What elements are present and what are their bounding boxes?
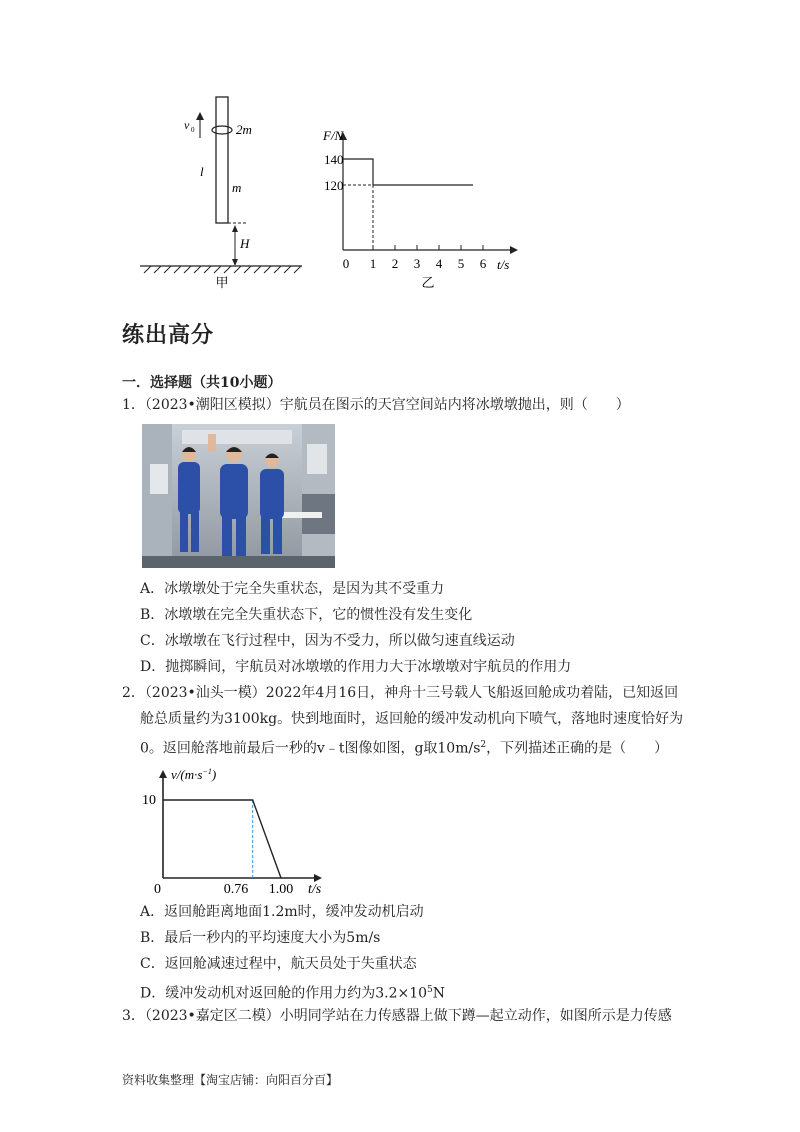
ring xyxy=(212,126,232,134)
q1-option-c: C．冰墩墩在飞行过程中，因为不受力，所以做匀速直线运动 xyxy=(140,633,515,649)
y-tick-120: 120 xyxy=(324,178,344,193)
force-line-segment-1 xyxy=(343,159,373,185)
arrow-up-icon xyxy=(196,112,204,120)
figure-jia-caption: 甲 xyxy=(215,275,229,290)
mass-top-label: 2m xyxy=(236,122,252,137)
figure-jia xyxy=(130,88,320,293)
x-tick-label-0: 0.76 xyxy=(223,882,249,897)
x-tick-3: 3 xyxy=(413,256,421,271)
mass-rod-label: m xyxy=(232,180,242,195)
arrow-up-icon xyxy=(232,225,238,232)
x-axis-arrow-icon xyxy=(314,874,322,882)
velocity-series-line xyxy=(163,800,281,878)
y-tick-140: 140 xyxy=(324,152,344,167)
v0-label: v xyxy=(184,118,190,132)
part-title: 一．选择题（共10小题） xyxy=(122,375,282,391)
footer-note: 资料收集整理【淘宝店铺：向阳百分百】 xyxy=(122,1073,339,1087)
space-station-photo xyxy=(142,424,335,568)
q2-option-b: B．最后一秒内的平均速度大小为5m/s xyxy=(140,930,381,946)
q3-stem: 3．（2023•嘉定区二模）小明同学站在力传感器上做下蹲—起立动作，如图所示是力传感 xyxy=(122,1008,672,1024)
y-axis-label: $v/(m\cdot s^{-1})$ xyxy=(171,767,217,782)
rod xyxy=(216,97,228,223)
height-label: H xyxy=(240,236,250,251)
q1-option-d: D．抛掷瞬间，宇航员对冰墩墩的作用力大于冰墩墩对宇航员的作用力 xyxy=(140,659,572,675)
v0-subscript: 0 xyxy=(191,126,195,134)
y-tick-label: 10 xyxy=(142,793,156,808)
q1-stem: 1．（2023•潮阳区模拟）宇航员在图示的天宫空间站内将冰墩墩抛出，则（ ） xyxy=(122,397,630,413)
x-tick-2: 2 xyxy=(391,256,399,271)
q2-stem-line1: 2．（2023•汕头一模）2022年4月16日，神舟十三号载人飞船返回舱成功着陆，已知返回 xyxy=(122,685,679,701)
x-axis-arrow-icon xyxy=(510,246,518,254)
x-tick-5: 5 xyxy=(457,256,465,271)
length-label: l xyxy=(200,164,204,179)
arrow-down-icon xyxy=(232,259,238,266)
figure-yi xyxy=(318,122,530,292)
x-tick-1: 1 xyxy=(369,256,377,271)
q2-option-c: C．返回舱减速过程中，航天员处于失重状态 xyxy=(140,956,417,972)
origin-label: 0 xyxy=(154,882,161,897)
x-axis-label: t/s xyxy=(497,257,510,272)
section-title: 练出高分 xyxy=(122,322,215,348)
x-tick-4: 4 xyxy=(435,256,443,271)
y-axis-label: F/N xyxy=(323,128,344,143)
x-tick-label-1: 1.00 xyxy=(268,882,294,897)
x-axis-label: t/s xyxy=(308,882,322,897)
q2-option-d: D．缓冲发动机对返回舱的作用力约为$3.2\times 10^5N$ xyxy=(140,985,446,1002)
y-axis-arrow-icon xyxy=(159,770,167,778)
q2-vt-chart xyxy=(140,762,340,897)
q1-option-b: B．冰墩墩在完全失重状态下，它的惯性没有发生变化 xyxy=(140,607,473,623)
x-tick-0: 0 xyxy=(342,256,350,271)
figure-yi-caption: 乙 xyxy=(421,275,435,290)
q2-stem-line3: 0。返回舱落地前最后一秒的v﹣t图像如图，g取$10m/s^2$，下列描述正确的是（ ） xyxy=(140,740,669,757)
q2-option-a: A．返回舱距离地面1.2m时，缓冲发动机启动 xyxy=(140,904,424,920)
q1-option-a: A．冰墩墩处于完全失重状态，是因为其不受重力 xyxy=(140,581,445,597)
q2-stem-line2: 舱总质量约为3100kg。快到地面时，返回舱的缓冲发动机向下喷气，落地时速度恰好为 xyxy=(140,711,684,727)
ground-hatch xyxy=(144,266,301,273)
x-tick-6: 6 xyxy=(479,256,487,271)
